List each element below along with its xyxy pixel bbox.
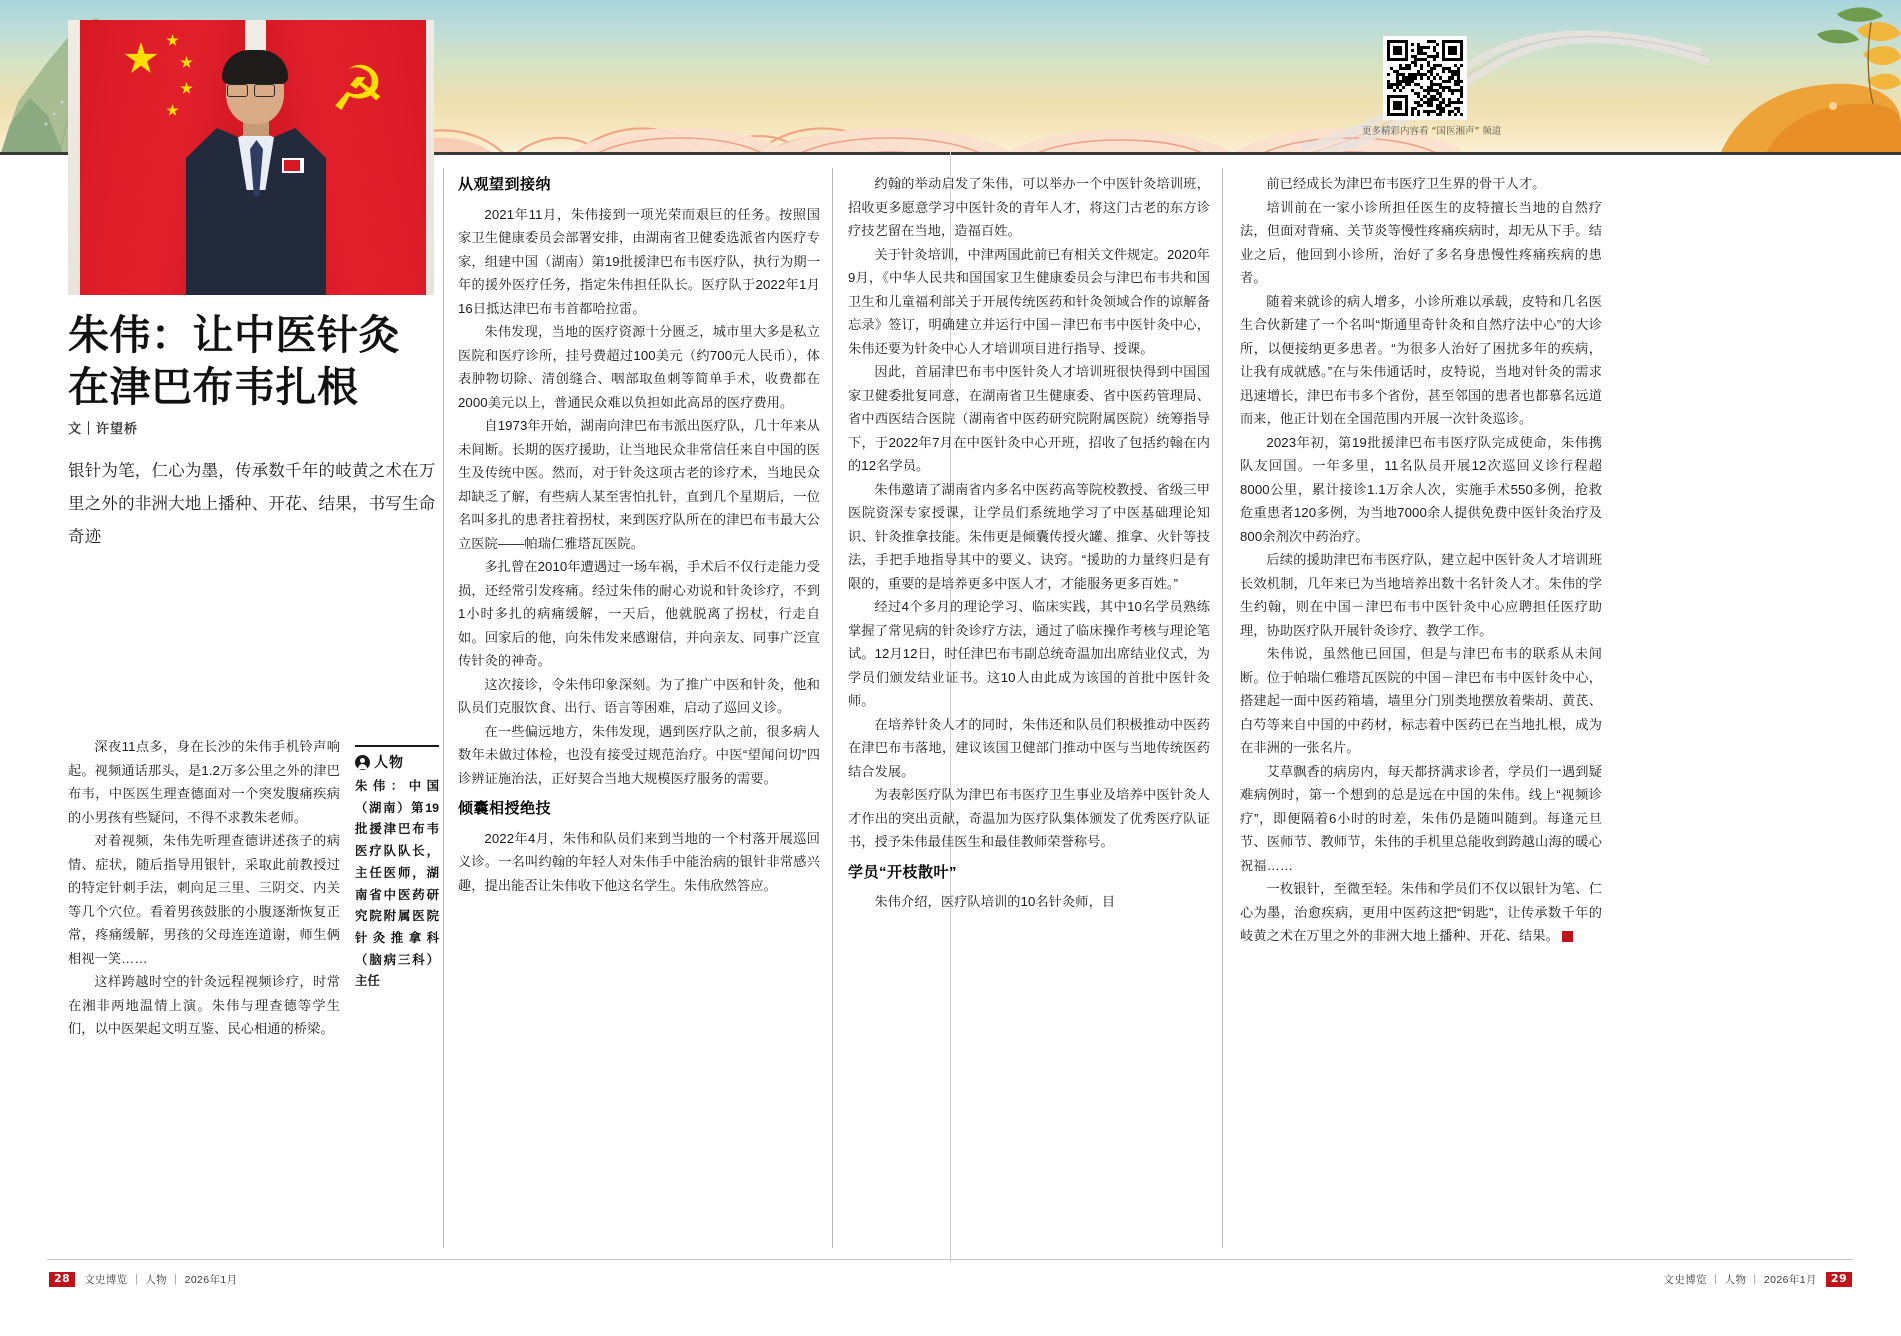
hair-shape [222, 50, 288, 84]
body-paragraph: 在培养针灸人才的同时，朱伟还和队员们积极推动中医药在津巴布韦落地，建议该国卫健部门推动中医与当地传统医药结合发展。 [848, 716, 1210, 779]
floral-illustration-icon [1571, 0, 1901, 152]
folio-right [1663, 1272, 1852, 1287]
article-portrait-photo [68, 20, 434, 295]
end-of-article-mark: R [1562, 931, 1573, 942]
section-heading: 倾囊相授绝技 [458, 800, 552, 818]
portrait-figure [186, 50, 326, 295]
body-paragraph: 为表彰医疗队为津巴布韦医疗卫生事业及培养中医针灸人才作出的突出贡献，奇温加为医疗队集体颁发了优秀医疗队证书，授予朱伟最佳医生和最佳教师荣誉称号。 [848, 787, 1210, 849]
body-paragraph: 随着来就诊的病人增多，小诊所难以承载，皮特和几名医生合伙新建了一个名叫“斯通里奇针灸和自然疗法中心”的大诊所，以便接纳更多患者。“为很多人治好了困扰多年的疾病，让我有成就感。”在与朱伟通话时，皮特说，当地对针灸的需求迅速增长，津巴布韦多个省份，甚至邻国的患者也都慕名远道而来，他正计划在全国范围内开展一次针灸巡诊。 [1240, 293, 1602, 426]
body-paragraph: 朱伟邀请了湖南省内多名中医药高等院校教授、省级三甲医院资深专家授课，让学员们系统地学习了中医基础理论知识、针灸推拿技能。朱伟更是倾囊传授火罐、推拿、火针等技法，手把手地指导其中的要义、诀窍。“援助的力量终归是有限的，重要的是培养更多中医人才，才能服务更多百姓。” [848, 481, 1210, 591]
flag-star-large-icon [124, 42, 158, 76]
body-paragraph: 这次接诊，令朱伟印象深刻。为了推广中医和针灸，他和队员们克服饮食、出行、语言等困难，启动了巡回义诊。 [458, 676, 820, 716]
hammer-sickle-icon: ☭ [330, 52, 386, 125]
body-paragraph: 朱伟发现，当地的医疗资源十分匮乏，城市里大多是私立医院和医疗诊所，挂号费超过100美元（约700元人民币），体表肿物切除、清创缝合、咽部取鱼刺等简单手术，收费都在2000美元以上，普通民众难以负担如此高昂的医疗费用。 [458, 324, 820, 410]
flag-star-small-icon [166, 34, 179, 47]
body-column-4 [1240, 172, 1602, 948]
body-paragraph: 2023年初，第19批援津巴布韦医疗队完成使命，朱伟携队友回国。一年多里，11名队员开展12次巡回义诊行程超8000公里，累计接诊1.1万余人次，实施手术550多例，抢救危重患者120多例，为当地7000余人提供免费中医针灸治疗及800余剂次中药治疗。 [1240, 434, 1602, 544]
page-title: 朱伟：让中医针灸在津巴布韦扎根 [68, 312, 400, 410]
person-icon [355, 755, 370, 770]
body-paragraph: 朱伟介绍，医疗队培训的10名针灸师，目 [874, 894, 1116, 910]
body-column-1 [68, 735, 340, 1041]
profile-box-body: 朱伟：中国（湖南）第19批援津巴布韦医疗队队长，主任医师，湖南省中医药研究院附属医院针灸推拿科（脑病三科）主任 [355, 779, 439, 989]
folio-left [49, 1272, 238, 1287]
folio-right-items: 文史博览 ｜ 人物 ｜ 2026年1月 [1663, 1274, 1817, 1287]
body-paragraph: 自1973年开始，湖南向津巴布韦派出医疗队，几十年来从未间断。长期的医疗援助，让当地民众非常信任来自中国的医生及传统中医。然而，对于针灸这项古老的诊疗术，当地民众却缺乏了解，有些病人某至害怕扎针，直到几个星期后，一位名叫多扎的患者拄着拐杖，来到医疗队所在的津巴布韦最大公立医院——帕瑞仁雅塔瓦医院。 [458, 418, 820, 551]
body-paragraph: 后续的援助津巴布韦医疗队，建立起中医针灸人才培训班长效机制，几年来已为当地培养出数十名针灸人才。朱伟的学生约翰，则在中国－津巴布韦中医针灸中心应聘担任医疗助理，协助医疗队开展针灸诊疗、教学工作。 [1240, 552, 1602, 638]
body-paragraph: 约翰的举动启发了朱伟，可以举办一个中医针灸培训班，招收更多愿意学习中医针灸的青年人才，将这门古老的东方诊疗技艺留在当地，造福百姓。 [848, 176, 1210, 238]
body-paragraph: 多扎曾在2010年遭遇过一场车祸，手术后不仅行走能力受损，还经常引发疼痛。经过朱伟的耐心劝说和针灸诊疗，不到1小时多扎的病痛缓解，一天后，他就脱离了拐杖，行走自如。回家后的他，向朱伟发来感谢信，并向亲友、同事广泛宣传针灸的神奇。 [458, 559, 820, 669]
section-heading: 学员“开枝散叶” [848, 863, 958, 881]
glasses-left-lens-icon [227, 84, 248, 97]
page-number-left: 28 [49, 1272, 75, 1287]
byline: 文｜许望桥 [68, 422, 139, 437]
body-paragraph: 艾草飘香的病房内，每天都挤满求诊者，学员们一遇到疑难病例时，第一个想到的总是远在中国的朱伟。线上“视频诊疗”，即便隔着6小时的时差，朱伟仍是随叫随到。每逢元旦节、医师节、教师节，朱伟的手机里总能收到跨越山海的暖心祝福…… [1240, 763, 1602, 873]
column-rule-2 [832, 168, 833, 1248]
body-paragraph: 关于针灸培训，中津两国此前已有相关文件规定。2020年9月，《中华人民共和国国家卫生健康委员会与津巴布韦共和国卫生和儿童福利部关于开展传统医药和针灸领域合作的谅解备忘录》签订，明确建立并运行中国－津巴布韦中医针灸中心，朱伟还要为针灸中心人才培训项目进行指导、授课。 [848, 246, 1210, 356]
body-paragraph: 对着视频，朱伟先听理查德讲述孩子的病情、症状，随后指导用银针，采取此前教授过的特定针刺手法，刺向足三里、三阴交、内关等几个穴位。看着男孩鼓胀的小腹逐渐恢复正常，疼痛缓解，男孩的父母连连道谢，师生俩相视一笑…… [68, 833, 340, 966]
qr-code-icon[interactable] [1383, 36, 1467, 120]
body-paragraph: 在一些偏远地方，朱伟发现，遇到医疗队之前，很多病人数年未做过体检，也没有接受过规范治疗。中医“望闻问切”四诊辨证施治法，正好契合当地大规模医疗服务的需要。 [458, 723, 820, 786]
glasses-right-lens-icon [254, 84, 275, 97]
folio-left-items: 文史博览 ｜ 人物 ｜ 2026年1月 [84, 1274, 238, 1287]
body-paragraph: 因此，首届津巴布韦中医针灸人才培训班很快得到中国国家卫健委批复同意，在湖南省卫生健康委、省中医药管理局、省中西医结合医院（湖南省中医药研究院附属医院）统筹指导下，于2022年7月在中医针灸中心开班，招收了包括约翰在内的12名学员。 [848, 364, 1210, 473]
body-paragraph: 2022年4月，朱伟和队员们来到当地的一个村落开展巡回义诊。一名叫约翰的年轻人对朱伟手中能治病的银针非常感兴趣，提出能否让朱伟收下他这名学生。朱伟欣然答应。 [458, 830, 820, 893]
page-number-right: 29 [1826, 1272, 1852, 1287]
body-paragraph: 朱伟说，虽然他已回国，但是与津巴布韦的联系从未间断。位于帕瑞仁雅塔瓦医院的中国－津巴布韦中医针灸中心，搭建起一面中医药箱墙，墙里分门别类地摆放着柴胡、黄芪、白芍等来自中国的中药材，标志着中医药已在当地扎根，成为在非洲的一张名片。 [1240, 646, 1602, 755]
body-paragraph: 前已经成长为津巴布韦医疗卫生界的骨干人才。 [1266, 176, 1546, 191]
body-paragraph: 一枚银针，至微至轻。朱伟和学员们不仅以银针为笔、仁心为墨，治愈疾病，更用中医药这把“钥匙”，让传承数千年的岐黄之术在万里之外的非洲大地上播种、开花、结果。 R [1240, 881, 1602, 943]
flag-star-small-icon [166, 104, 179, 117]
profile-box [355, 745, 439, 993]
column-rule-1 [443, 168, 444, 1248]
flag-lapel-badge-icon [282, 158, 304, 173]
body-paragraph: 培训前在一家小诊所担任医生的皮特擅长当地的自然疗法，但面对背痛、关节炎等慢性疼痛疾病时，却无从下手。结业之后，他回到小诊所，治好了多名身患慢性疼痛疾病的患者。 [1240, 199, 1602, 285]
body-column-3 [848, 172, 1210, 914]
body-paragraph: 经过4个多月的理论学习、临床实践，其中10名学员熟练掌握了常见病的针灸诊疗方法，通过了临床操作考核与理论笔试。12月12日，时任津巴布韦副总统奇温加出席结业仪式，为学员们颁发结业证书。这10人由此成为该国的首批中医针灸师。 [848, 599, 1210, 708]
body-paragraph: 2021年11月，朱伟接到一项光荣而艰巨的任务。按照国家卫生健康委员会部署安排，由湖南省卫健委选派省内医疗专家，组建中国（湖南）第19批援津巴布韦医疗队，执行为期一年的援外医疗任务，指定朱伟担任队长。医疗队于2022年1月16日抵达津巴布韦首都哈拉雷。 [458, 206, 820, 316]
profile-box-title [355, 752, 439, 772]
body-column-2 [458, 172, 820, 897]
qr-caption: 更多精彩内容看 “国医湘声” 频道 [1362, 126, 1502, 137]
column-rule-3 [1222, 168, 1223, 1248]
section-heading: 从观望到接纳 [458, 176, 552, 193]
lead-paragraph: 银针为笔，仁心为墨，传承数千年的岐黄之术在万里之外的非洲大地上播种、开花、结果，书写生命奇迹 [68, 462, 436, 546]
footer-rule [47, 1259, 1853, 1260]
profile-title-label: 人物 [374, 754, 404, 770]
body-paragraph: 深夜11点多，身在长沙的朱伟手机铃声响起。视频通话那头，是1.2万多公里之外的津巴布韦，中医医生理查德面对一个突发腹痛疾病的小男孩有些疑问，不得不求教朱老师。 [68, 739, 340, 825]
body-paragraph: 这样跨越时空的针灸远程视频诊疗，时常在湘非两地温情上演。朱伟与理查德等学生们，以中医架起文明互鉴、民心相通的桥梁。 [68, 974, 340, 1036]
